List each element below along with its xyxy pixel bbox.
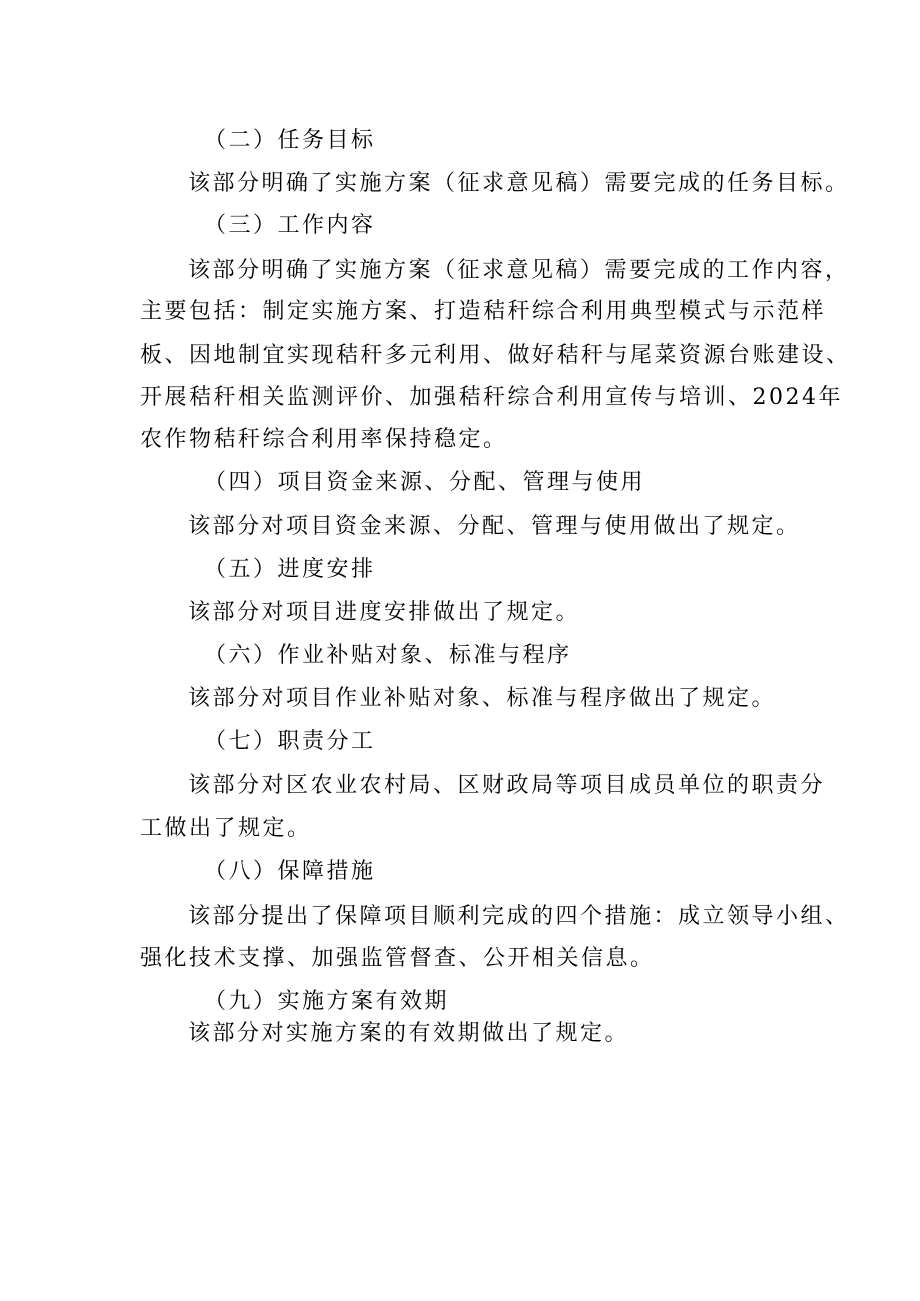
section-body-line: 该部分对项目资金来源、分配、管理与使用做出了规定。 <box>188 514 801 539</box>
section-body-line: 该部分提出了保障项目顺利完成的四个措施：成立领导小组、 <box>188 904 850 929</box>
section-heading-subsidy: （六）作业补贴对象、标准与程序 <box>204 643 572 668</box>
section-heading-task-goals: （二）任务目标 <box>204 128 376 153</box>
section-body-line: 该部分明确了实施方案（征求意见稿）需要完成的任务目标。 <box>188 171 850 196</box>
section-body-line: 该部分对项目进度安排做出了规定。 <box>188 600 581 625</box>
section-body-line: 该部分对实施方案的有效期做出了规定。 <box>188 1021 630 1046</box>
section-body-line: 该部分对项目作业补贴对象、标准与程序做出了规定。 <box>188 686 777 711</box>
section-body-line: 主要包括：制定实施方案、打造秸秆综合利用典型模式与示范样 <box>140 299 827 324</box>
section-heading-validity: （九）实施方案有效期 <box>204 989 450 1014</box>
section-heading-responsibilities: （七）职责分工 <box>204 729 376 754</box>
section-heading-work-content: （三）工作内容 <box>204 213 376 238</box>
section-body-line: 工做出了规定。 <box>140 816 312 841</box>
section-body-line: 该部分明确了实施方案（征求意见稿）需要完成的工作内容， <box>188 258 850 283</box>
section-body-line: 强化技术支撑、加强监管督查、公开相关信息。 <box>140 946 655 971</box>
section-body-line: 该部分对区农业农村局、区财政局等项目成员单位的职责分 <box>188 773 826 798</box>
section-body-line: 农作物秸秆综合利用率保持稳定。 <box>140 427 508 452</box>
section-heading-safeguards: （八）保障措施 <box>204 859 376 884</box>
section-body-line: 板、因地制宜实现秸秆多元利用、做好秸秆与尾菜资源台账建设、 <box>140 343 851 368</box>
section-heading-schedule: （五）进度安排 <box>204 557 376 582</box>
section-body-line: 开展秸秆相关监测评价、加强秸秆综合利用宣传与培训、2024年 <box>140 385 843 410</box>
section-heading-funding: （四）项目资金来源、分配、管理与使用 <box>204 470 646 495</box>
